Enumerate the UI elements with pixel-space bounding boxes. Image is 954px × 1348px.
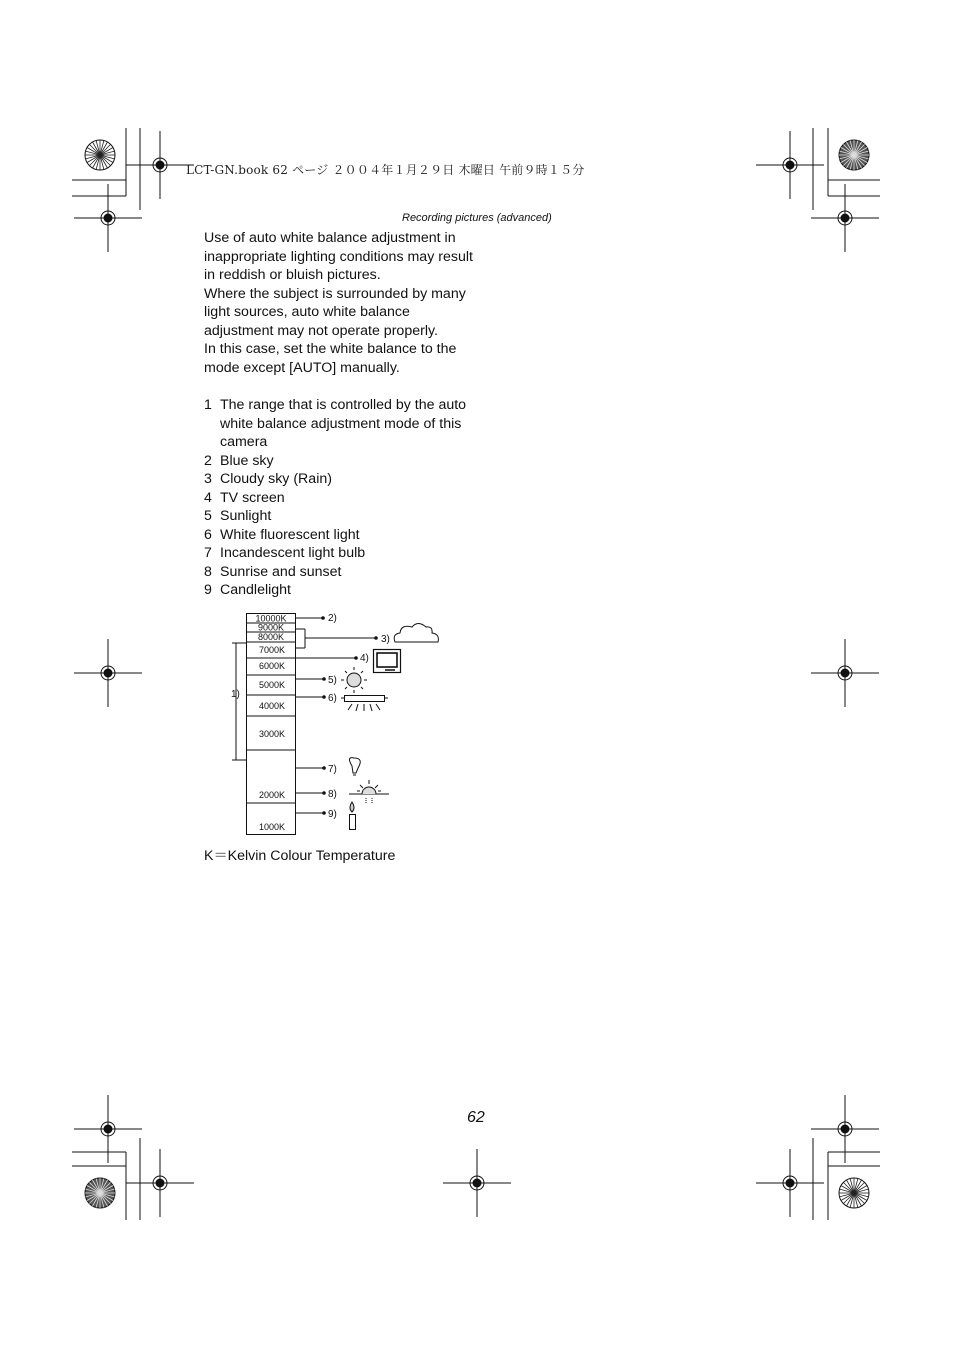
legend-item: 6 White fluorescent light bbox=[204, 526, 360, 543]
intro-paragraph: Where the subject is surrounded by many light sources, auto white balance adjustment may not operate properly. bbox=[204, 285, 466, 339]
marker-label: 6) bbox=[328, 693, 337, 704]
scale-label: 8000K bbox=[257, 632, 285, 642]
scale-label: 5000K bbox=[258, 680, 286, 690]
marker-label: 5) bbox=[328, 675, 337, 686]
marker-label: 9) bbox=[328, 809, 337, 820]
tv-icon bbox=[374, 650, 401, 673]
scale-label: 6000K bbox=[258, 661, 286, 671]
page-number: 62 bbox=[467, 1109, 485, 1126]
legend-item: 8 Sunrise and sunset bbox=[204, 563, 342, 580]
print-header: LCT-GN.book 62 ページ ２００４年１月２９日 木曜日 午前９時１５分 bbox=[186, 163, 585, 177]
candle-icon bbox=[350, 802, 356, 830]
fluorescent-lamp-icon bbox=[341, 696, 388, 712]
marker-label: 4) bbox=[360, 653, 369, 664]
legend-item: 4 TV screen bbox=[204, 489, 285, 506]
scale-label: 3000K bbox=[258, 729, 286, 739]
sunset-icon bbox=[349, 780, 389, 803]
legend-item: 9 Candlelight bbox=[204, 582, 291, 598]
intro-paragraph: In this case, set the white balance to the mode except [AUTO] manually. bbox=[204, 341, 457, 376]
scale-label: 9000K bbox=[257, 622, 285, 633]
legend-item: 7 Incandescent light bulb bbox=[204, 545, 366, 561]
marker-label: 2) bbox=[328, 613, 337, 624]
legend-item: 5 Sunlight bbox=[204, 508, 272, 524]
marker-label: 7) bbox=[328, 764, 337, 775]
scale-label: 2000K bbox=[258, 790, 286, 800]
range-label: 1) bbox=[231, 689, 240, 700]
legend-item: 1 The range that is controlled by the auto white balance adjustment mode of this camera bbox=[204, 397, 467, 450]
scale-label: 1000K bbox=[258, 822, 286, 832]
legend-item: 2 Blue sky bbox=[204, 452, 274, 469]
cloud-icon bbox=[394, 624, 438, 643]
intro-paragraph: Use of auto white balance adjustment in inappropriate lighting conditions may result in reddish or bluish pictures. bbox=[204, 230, 473, 283]
sun-icon bbox=[341, 667, 367, 693]
scale-label: 4000K bbox=[258, 701, 286, 711]
scale-label: 7000K bbox=[258, 645, 286, 655]
section-title: Recording pictures (advanced) bbox=[402, 212, 552, 224]
footnote: K＝Kelvin Colour Temperature bbox=[204, 848, 396, 864]
scale-label: 10000K bbox=[255, 613, 287, 624]
light-bulb-icon bbox=[349, 758, 360, 775]
legend-item: 3 Cloudy sky (Rain) bbox=[204, 471, 332, 487]
marker-label: 3) bbox=[381, 634, 390, 645]
marker-label: 8) bbox=[328, 789, 337, 800]
